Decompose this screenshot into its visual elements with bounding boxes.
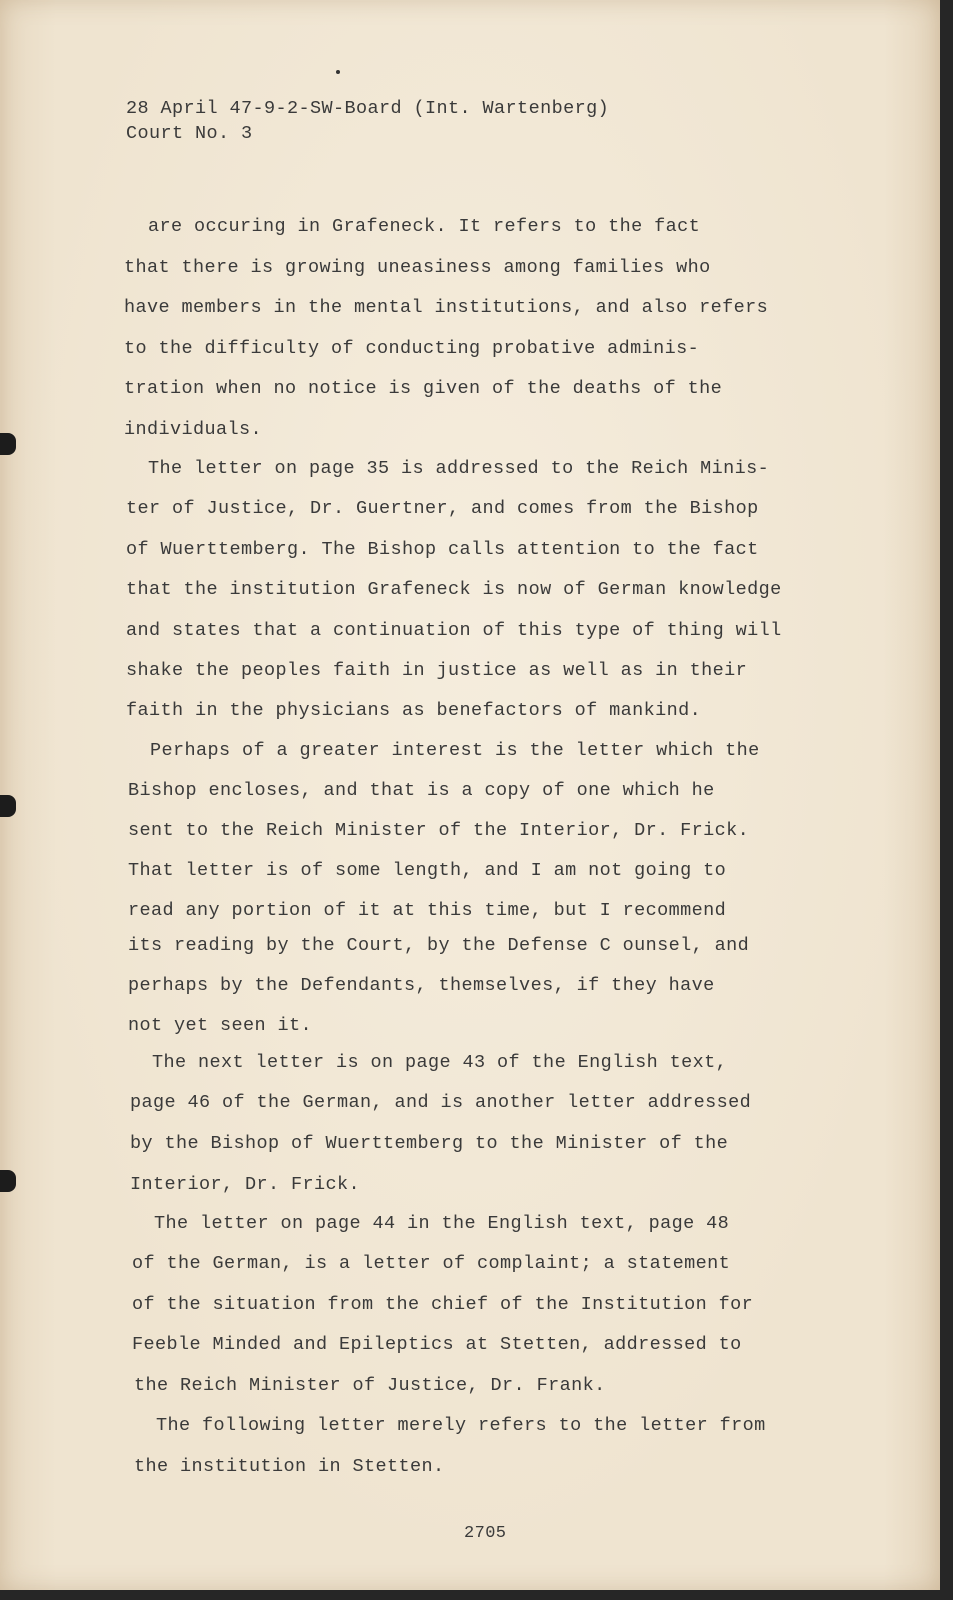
body-line: faith in the physicians as benefactors of mankind. (126, 700, 702, 721)
body-line: Feeble Minded and Epileptics at Stetten, addressed to (132, 1334, 742, 1355)
body-line: tration when no notice is given of the deaths of the (124, 378, 723, 399)
header-date-line: 28 April 47-9-2-SW-Board (Int. Wartenberg) (126, 98, 610, 119)
body-line: and states that a continuation of this type of thing will (126, 620, 782, 641)
ink-dot (336, 70, 340, 74)
body-line: ter of Justice, Dr. Guertner, and comes from the Bishop (126, 498, 759, 519)
body-line: Perhaps of a greater interest is the letter which the (150, 740, 760, 761)
body-line: page 46 of the German, and is another letter addressed (130, 1092, 752, 1113)
body-line: not yet seen it. (128, 1015, 313, 1036)
body-line: of the German, is a letter of complaint; a statement (132, 1253, 731, 1274)
body-line: The next letter is on page 43 of the English text, (152, 1052, 728, 1073)
body-line: individuals. (124, 419, 263, 440)
binding-hole (0, 433, 16, 455)
body-line: have members in the mental institutions, and also refers (124, 297, 769, 318)
body-line: That letter is of some length, and I am not going to (128, 860, 727, 881)
body-line: of Wuerttemberg. The Bishop calls attention to the fact (126, 539, 759, 560)
body-line: are occuring in Grafeneck. It refers to the fact (148, 216, 701, 237)
scan-border-bottom (0, 1590, 953, 1600)
body-line: read any portion of it at this time, but I recommend (128, 900, 727, 921)
body-line: sent to the Reich Minister of the Interior, Dr. Frick. (128, 820, 750, 841)
body-line: shake the peoples faith in justice as well as in their (126, 660, 748, 681)
body-line: The letter on page 44 in the English text, page 48 (154, 1213, 730, 1234)
body-line: to the difficulty of conducting probative adminis- (124, 338, 700, 359)
body-line: the Reich Minister of Justice, Dr. Frank. (134, 1375, 606, 1396)
body-line: perhaps by the Defendants, themselves, if they have (128, 975, 715, 996)
body-line: the institution in Stetten. (134, 1456, 445, 1477)
page-number: 2705 (464, 1524, 507, 1543)
body-line: The following letter merely refers to the letter from (156, 1415, 766, 1436)
binding-hole (0, 1170, 16, 1192)
body-line: that the institution Grafeneck is now of German knowledge (126, 579, 782, 600)
body-line: its reading by the Court, by the Defense C ounsel, and (128, 935, 750, 956)
body-line: that there is growing uneasiness among families who (124, 257, 711, 278)
scan-border-right (940, 0, 953, 1600)
document-header (126, 96, 609, 146)
binding-hole (0, 795, 16, 817)
header-court-line: Court No. 3 (126, 123, 253, 144)
body-line: of the situation from the chief of the Institution for (132, 1294, 754, 1315)
body-line: Interior, Dr. Frick. (130, 1174, 361, 1195)
body-line: The letter on page 35 is addressed to the Reich Minis- (148, 458, 770, 479)
body-line: Bishop encloses, and that is a copy of one which he (128, 780, 715, 801)
body-line: by the Bishop of Wuerttemberg to the Minister of the (130, 1133, 729, 1154)
